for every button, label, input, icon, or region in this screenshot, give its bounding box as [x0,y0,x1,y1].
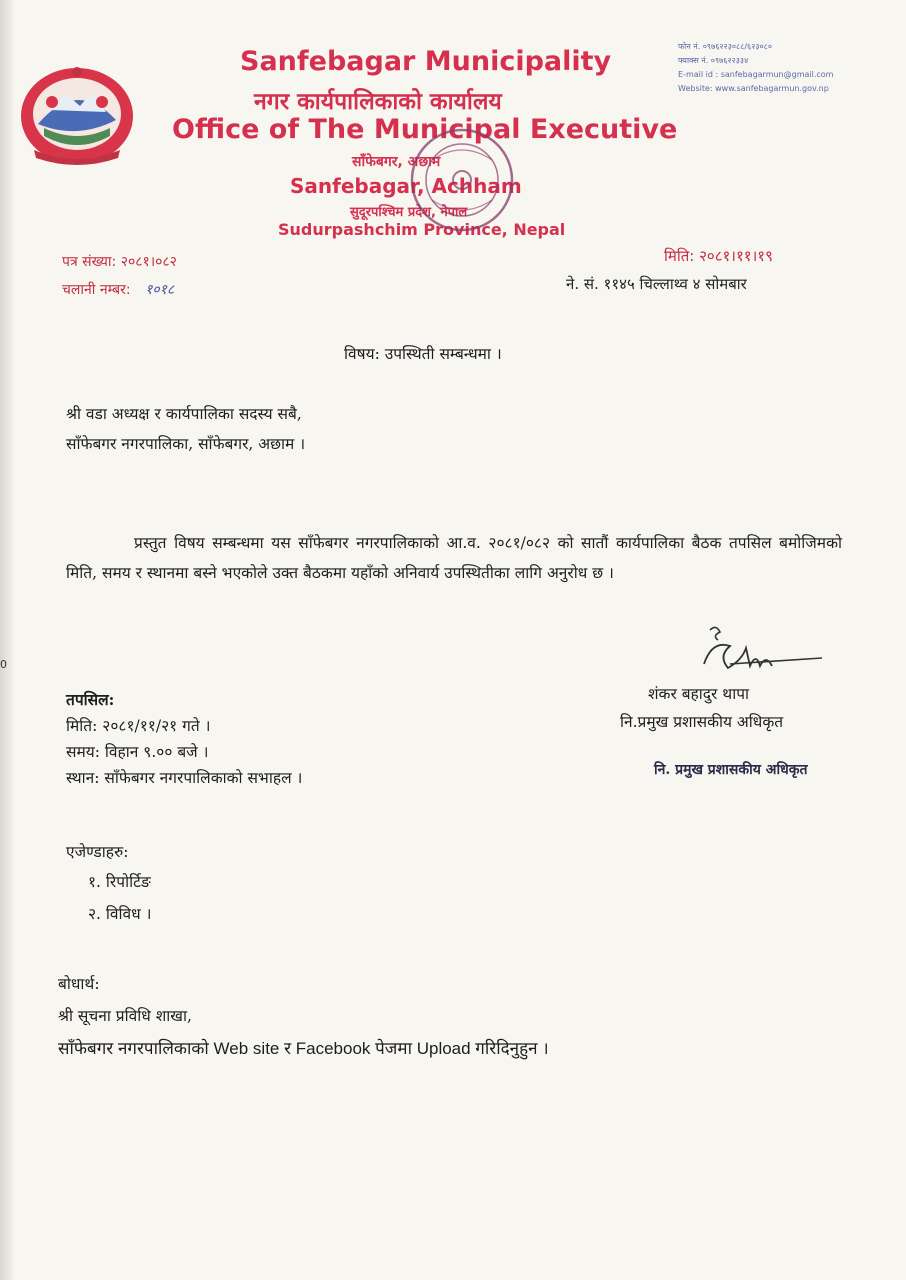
title-np: नगर कार्यपालिकाको कार्यालय [254,88,502,115]
letter-date: मिति: २०८१।११।१९ [664,247,773,265]
margin-mark: 0 [0,658,7,671]
handwritten-signature-icon [690,618,830,688]
office-en: Office of The Municipal Executive [172,114,678,145]
cc-line-2: साँफेबगर नगरपालिकाको Web site र Facebook पेजमा Upload गरिदिनुहुन । [58,1039,549,1058]
dispatch-number [62,280,174,299]
signatory-title: नि.प्रमुख प्रशासकीय अधिकृत [620,713,784,731]
subject-line: विषय: उपस्थिती सम्बन्धमा । [344,345,502,363]
addressee-line-2: साँफेबगर नगरपालिका, साँफेबगर, अछाम । [66,435,306,453]
contact-fax: फ्याक्स नं. ०९७६२२३३४ [678,56,749,65]
cc-heading: बोधार्थ: [58,975,100,993]
district-en: Sanfebagar, Achham [290,174,522,198]
contact-email: E-mail id : sanfebagarmun@gmail.com [678,70,834,79]
details-time: समय: विहान ९.०० बजे । [66,743,209,761]
body-paragraph: प्रस्तुत विषय सम्बन्धमा यस साँफेबगर नगरपालिकाको आ.व. २०८१/०८२ को सातौं कार्यपालिका बैठक तपसिल बमोजिमको मिति, समय र स्थानमा बस्ने भएकोले उक्त बैठकमा यहाँको अनिवार्य उपस्थितीका लागि अनुरोध छ । [66,534,842,582]
title-en: Sanfebagar Municipality [240,46,612,77]
details-date: मिति: २०८१/११/२१ गते । [66,717,211,735]
page-edge-shadow [0,0,14,1280]
details-heading: तपसिल: [66,690,115,709]
agenda-heading: एजेण्डाहरु: [66,843,129,861]
agenda-item-1: १. रिपोर्टिङ [88,873,151,891]
contact-block [678,40,833,96]
dispatch-number-label: चलानी नम्बर: [62,282,131,298]
agenda-item-2: २. विविध । [88,905,152,923]
province-en: Sudurpashchim Province, Nepal [278,220,566,239]
nepal-emblem-icon [14,58,140,170]
contact-phone: फोन नं. ०९७६२२३०८८/६२३०८० [678,42,773,51]
nepal-sambat-date: ने. सं. ११४५ चिल्लाथ्व ४ सोमबार [566,275,747,293]
cc-line-1: श्री सूचना प्रविधि शाखा, [58,1007,192,1025]
province-np: सुदूरपश्चिम प्रदेश, नेपाल [350,205,468,220]
district-np: साँफेबगर, अछाम [352,154,441,170]
letter-number: पत्र संख्या: २०८१।०८२ [62,254,177,270]
contact-website: Website: www.sanfebagarmun.gov.np [678,84,829,93]
office-stamp-icon [402,120,522,240]
addressee-line-1: श्री वडा अध्यक्ष र कार्यपालिका सदस्य सबै, [66,405,302,423]
signatory-name: शंकर बहादुर थापा [648,685,750,703]
details-venue: स्थान: साँफेबगर नगरपालिकाको सभाहल । [66,769,303,787]
dispatch-number-value: १०१८ [145,282,175,298]
signatory-stamp-title: नि. प्रमुख प्रशासकीय अधिकृत [654,762,808,778]
